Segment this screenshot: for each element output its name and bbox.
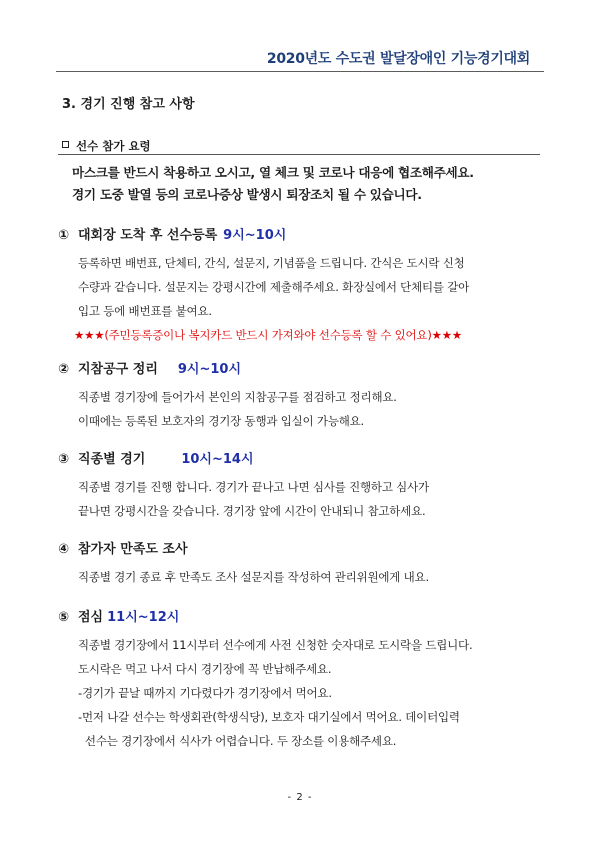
id-required-warning: ★★★(주민등록증이나 복지카드 반드시 가져와야 선수등록 할 수 있어요)★★★ — [74, 328, 462, 342]
step-time: 9시~10시 — [177, 362, 242, 377]
document-header-title: 2020년도 수도권 발달장애인 기능경기대회 — [266, 51, 530, 67]
step-number: ① — [58, 228, 70, 243]
step-heading — [58, 226, 544, 246]
step-line: 도시락은 먹고 나서 다시 경기장에 꼭 반납해주세요. — [78, 662, 332, 676]
step-body — [78, 475, 544, 523]
step-number: ⑤ — [58, 610, 70, 625]
step-time: 10시~14시 — [181, 452, 254, 467]
header-divider — [56, 71, 544, 72]
step-number: ④ — [58, 542, 70, 557]
step-line: -경기가 끝날 때까지 기다렸다가 경기장에서 먹어요. — [78, 686, 332, 700]
notice-line: 마스크를 반드시 착용하고 오시고, 열 체크 및 코로나 대응에 협조해주세요. — [72, 165, 474, 180]
square-bullet-icon — [62, 141, 69, 148]
step-line: 선수는 경기장에서 식사가 어렵습니다. 두 장소를 이용해주세요. — [78, 734, 397, 748]
step-body — [78, 565, 544, 589]
step-line: 직종별 경기를 진행 합니다. 경기가 끝나고 나면 심사를 진행하고 심사가 — [78, 480, 429, 494]
step-line: 직종별 경기 종료 후 만족도 조사 설문지를 작성하여 관리위원에게 내요. — [78, 570, 429, 584]
step-line: 입고 등에 배번표를 붙여요. — [78, 304, 212, 318]
step-time: 11시~12시 — [107, 610, 180, 625]
step-body — [74, 251, 544, 347]
step-number: ② — [58, 362, 70, 377]
step-registration — [58, 226, 544, 347]
step-title: 대회장 도착 후 선수등록 — [78, 228, 218, 243]
requirements-divider — [58, 154, 540, 155]
page-number: - 2 - — [287, 792, 313, 803]
step-time: 9시~10시 — [223, 228, 287, 243]
step-number: ③ — [58, 452, 70, 467]
step-line: 수량과 같습니다. 설문지는 강평시간에 제출해주세요. 화장실에서 단체티를 갈아 — [78, 280, 470, 294]
step-body — [78, 633, 544, 753]
requirements-label — [62, 138, 151, 154]
step-line: 이때에는 등록된 보호자의 경기장 동행과 입실이 가능해요. — [78, 414, 365, 428]
step-line: -먼저 나갈 선수는 학생회관(학생식당), 보호자 대기실에서 먹어요. 데이터입력 — [78, 710, 460, 724]
step-line: 직종별 경기장에 들어가서 본인의 지참공구를 점검하고 정리해요. — [78, 390, 397, 404]
step-heading — [58, 360, 544, 380]
step-title: 지참공구 정리 — [78, 362, 158, 377]
step-title: 직종별 경기 — [78, 452, 146, 467]
step-line: 끝나면 강평시간을 갖습니다. 경기장 앞에 시간이 안내되니 참고하세요. — [78, 504, 426, 518]
step-heading — [58, 608, 544, 628]
notice-line: 경기 도중 발열 등의 코로나증상 발생시 퇴장조치 될 수 있습니다. — [72, 187, 422, 202]
section-title: 3. 경기 진행 참고 사항 — [62, 97, 195, 112]
step-lunch — [58, 608, 544, 753]
step-title: 참가자 만족도 조사 — [78, 542, 188, 557]
step-line: 직종별 경기장에서 11시부터 선수에게 사전 신청한 숫자대로 도시락을 드립니다. — [78, 638, 473, 652]
step-competition — [58, 450, 544, 523]
step-heading — [58, 450, 544, 470]
step-tool-check — [58, 360, 544, 433]
step-title: 점심 — [78, 610, 104, 625]
step-body — [78, 385, 544, 433]
step-heading — [58, 540, 544, 560]
step-line: 등록하면 배번표, 단체티, 간식, 설문지, 기념품을 드립니다. 간식은 도시락 신청 — [78, 256, 465, 270]
notice-block — [72, 162, 474, 206]
requirements-label-text: 선수 참가 요령 — [76, 139, 151, 153]
step-survey — [58, 540, 544, 589]
